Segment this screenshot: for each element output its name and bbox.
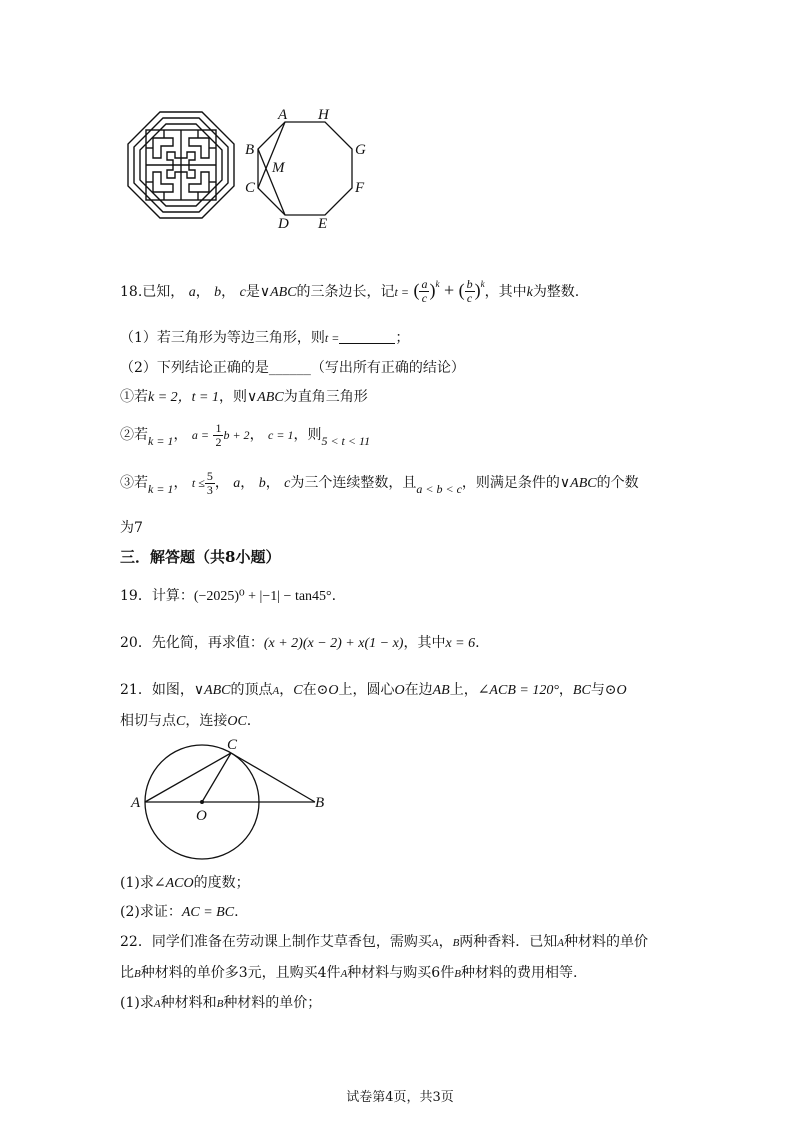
s3-k: k = 1: [148, 482, 174, 496]
q21-sub2-eq: AC = BC: [181, 905, 235, 920]
q22-A4: A: [153, 998, 161, 1010]
q21-l2b: ，连接: [185, 713, 228, 729]
s2-pre: ②若: [120, 427, 148, 443]
s1-pre: ①若: [120, 389, 148, 405]
s2-b: b + 2: [223, 428, 250, 442]
s2-k: k = 1: [148, 434, 174, 448]
fig21-label-C: C: [227, 737, 238, 753]
q22-l2b: 种材料的单价多3元，且购买4件: [140, 965, 341, 981]
q18-statement-3-line2: [120, 517, 143, 537]
q22-sub1-b: 种材料和: [160, 995, 217, 1011]
var-c: c: [239, 285, 246, 300]
s3-mid: 为三个连续整数，且: [290, 475, 417, 491]
s1-cond: k = 2，t = 1: [148, 390, 219, 405]
q18-part1-blank[interactable]: [339, 329, 395, 344]
q21-sub2-b: .: [234, 904, 239, 920]
q21-c: ，: [279, 682, 294, 698]
s3-b: b: [258, 476, 266, 491]
var-b: b: [214, 285, 222, 300]
q18-middle: 是: [245, 284, 260, 300]
q21-sub1: [120, 872, 250, 892]
s2-half: $\frac{1}{2}$: [215, 420, 222, 449]
q18-part1-t: t =: [324, 331, 340, 345]
q22-A2: A: [557, 937, 565, 949]
q17-figure: [120, 100, 380, 235]
q18-statement-2: ②若k = 1， a = $\frac{1}{2}$ b + 2， c = 1，则5 < t < 11: [120, 420, 371, 449]
fig21-label-A: A: [131, 795, 141, 811]
q21-sub1-angle: ∠ACO: [153, 876, 194, 891]
q21-i: 与⊙: [590, 682, 617, 698]
q22-l2c: 种材料与购买6件: [347, 965, 455, 981]
window-lattice-figure: [128, 112, 234, 218]
q21-d: 在⊙: [302, 682, 329, 698]
q18-number: 18.: [120, 284, 143, 300]
s3-tail: ，则满足条件的: [461, 475, 560, 491]
q21-O2: O: [394, 683, 405, 698]
q22-l1a: 22．同学们准备在劳动课上制作艾草香包，需购买: [120, 934, 432, 950]
q21-line1: [120, 679, 627, 699]
page-footer: 试卷第4页，共3页: [346, 1090, 454, 1105]
q22-l1d: 种材料的单价: [564, 934, 649, 950]
q18-statement-1: [120, 386, 368, 406]
s1-tri: ∨ABC: [247, 390, 284, 405]
s1-end: 为直角三角形: [283, 389, 368, 405]
q18-formula: ( $\frac{a}{c}$ )$^k$ + ( $\frac{b}{c}$ )$^k$: [413, 277, 485, 306]
q18-statement-3: ③若k = 1， t ≤ $\frac{5}{3}$ ， a， b， c为三个连续整数，且a < b < c，则满足条件的∨ABC的个数: [120, 468, 639, 497]
q21-BC: BC: [572, 683, 591, 698]
q20-number: 20．先化简，再求值：: [120, 635, 264, 651]
q21-O3: O: [616, 683, 627, 698]
label-B: B: [245, 142, 255, 158]
q22-l2a: 比: [120, 965, 134, 981]
s2-then: ，则: [293, 427, 322, 443]
q21-C: C: [293, 683, 303, 698]
s2-c: c = 1: [268, 428, 294, 442]
q21-tri: ∨ABC: [193, 683, 231, 698]
q18-part1-end: ；: [395, 330, 410, 346]
q21-circle-figure: [125, 735, 340, 860]
s3-ineq: a < b < c: [416, 482, 462, 496]
label-M: M: [272, 160, 285, 176]
q20-cond: x = 6: [445, 636, 476, 651]
q22-sub1: [120, 992, 321, 1012]
q21-a: 21．如图，: [120, 682, 194, 698]
label-E: E: [318, 216, 328, 232]
label-C: C: [245, 180, 256, 196]
q21-sub2: [120, 901, 239, 921]
q22-A3: A: [340, 968, 348, 980]
q21-b: 的顶点: [230, 682, 273, 698]
s2-a: a =: [191, 428, 209, 442]
q18-part2: [120, 357, 465, 377]
s3-c: c: [284, 476, 291, 491]
q18-tail2: ，其中: [484, 284, 527, 300]
q21-g: 上，: [449, 682, 478, 698]
section-heading: 三．解答题（共8小题）: [120, 548, 281, 566]
q19-expr: (−2025)⁰ + |−1| − tan45°: [193, 589, 332, 604]
q20-expr: (x + 2)(x − 2) + x(1 − x): [263, 636, 404, 651]
q21-e: 上，圆心: [338, 682, 395, 698]
q21-l2OC: OC: [227, 714, 247, 729]
var-a: a: [188, 285, 196, 300]
q22-B4: B: [216, 998, 224, 1010]
q22-B3: B: [454, 968, 461, 980]
q21-h: ，: [558, 682, 573, 698]
q21-l2c: .: [246, 713, 252, 729]
q18-part1-text: （1）若三角形为等边三角形，则: [120, 330, 325, 346]
q22-l1c: 两种香料．已知: [459, 934, 558, 950]
q21-sub1-a: (1)求: [120, 875, 154, 891]
q21-sub1-b: 的度数；: [193, 875, 250, 891]
q20-mid: ，其中: [403, 635, 446, 651]
q22-line1: [120, 931, 648, 951]
q21-AB: AB: [432, 683, 450, 698]
q18-stem: 18.已知， a， b， c是∨ABC的三条边长，记t = ( $\frac{a}{c}$ )$^k$ + ( $\frac{b}{c}$ )$^k$，其中k为整数.: [120, 277, 580, 306]
q21-A: A: [272, 685, 280, 697]
s3-line2: 为7: [120, 520, 143, 536]
q20-end: .: [475, 635, 480, 651]
s3-tail2: 的个数: [596, 475, 639, 491]
q22-line2: [120, 962, 577, 982]
label-H: H: [318, 107, 329, 123]
q18-tail3: 为整数.: [532, 284, 580, 300]
s3-pre: ③若: [120, 475, 148, 491]
q21-O: O: [328, 683, 339, 698]
label-G: G: [355, 142, 366, 158]
q19-number: 19．计算：: [120, 588, 194, 604]
q18-lead: 已知，: [142, 284, 185, 300]
q21-f: 在边: [404, 682, 433, 698]
q18-part2-text: （2）下列结论正确的是______（写出所有正确的结论）: [120, 360, 465, 376]
s3-t: t ≤: [191, 476, 205, 490]
s3-tri: ∨ABC: [559, 476, 597, 491]
s3-a: a: [233, 476, 241, 491]
q20: [120, 632, 480, 652]
q22-sub1-a: (1)求: [120, 995, 154, 1011]
fig21-label-B: B: [315, 795, 325, 811]
q18-part1: [120, 327, 409, 347]
q22-l2d: 种材料的费用相等.: [460, 965, 578, 981]
q19: [120, 585, 336, 605]
q21-l2C: C: [176, 714, 186, 729]
q21-line2: [120, 710, 251, 730]
label-D: D: [278, 216, 289, 232]
q22-B1: B: [452, 937, 460, 949]
s2-range: 5 < t < 11: [321, 434, 371, 448]
q21-l2a: 相切与点: [120, 713, 176, 729]
q22-sub1-c: 种材料的单价；: [223, 995, 322, 1011]
label-A: A: [278, 107, 288, 123]
q22-l1b: ，: [438, 934, 453, 950]
q18-t-expr: t =: [394, 285, 409, 299]
fig21-label-O: O: [196, 808, 207, 824]
q18-tri: ∨ABC: [259, 285, 297, 300]
q21-sub2-a: (2)求证：: [120, 904, 182, 920]
q22-A1: A: [431, 937, 439, 949]
q21-angle: ∠ACB = 120°: [477, 683, 559, 698]
s1-mid: ，则: [219, 389, 247, 405]
q22-B2: B: [134, 968, 141, 980]
label-F: F: [355, 180, 365, 196]
q19-end: .: [331, 588, 337, 604]
q18-k: k: [526, 285, 533, 300]
q18-tail1: 的三条边长，记: [296, 284, 395, 300]
s3-five-thirds: $\frac{5}{3}$: [206, 468, 213, 497]
